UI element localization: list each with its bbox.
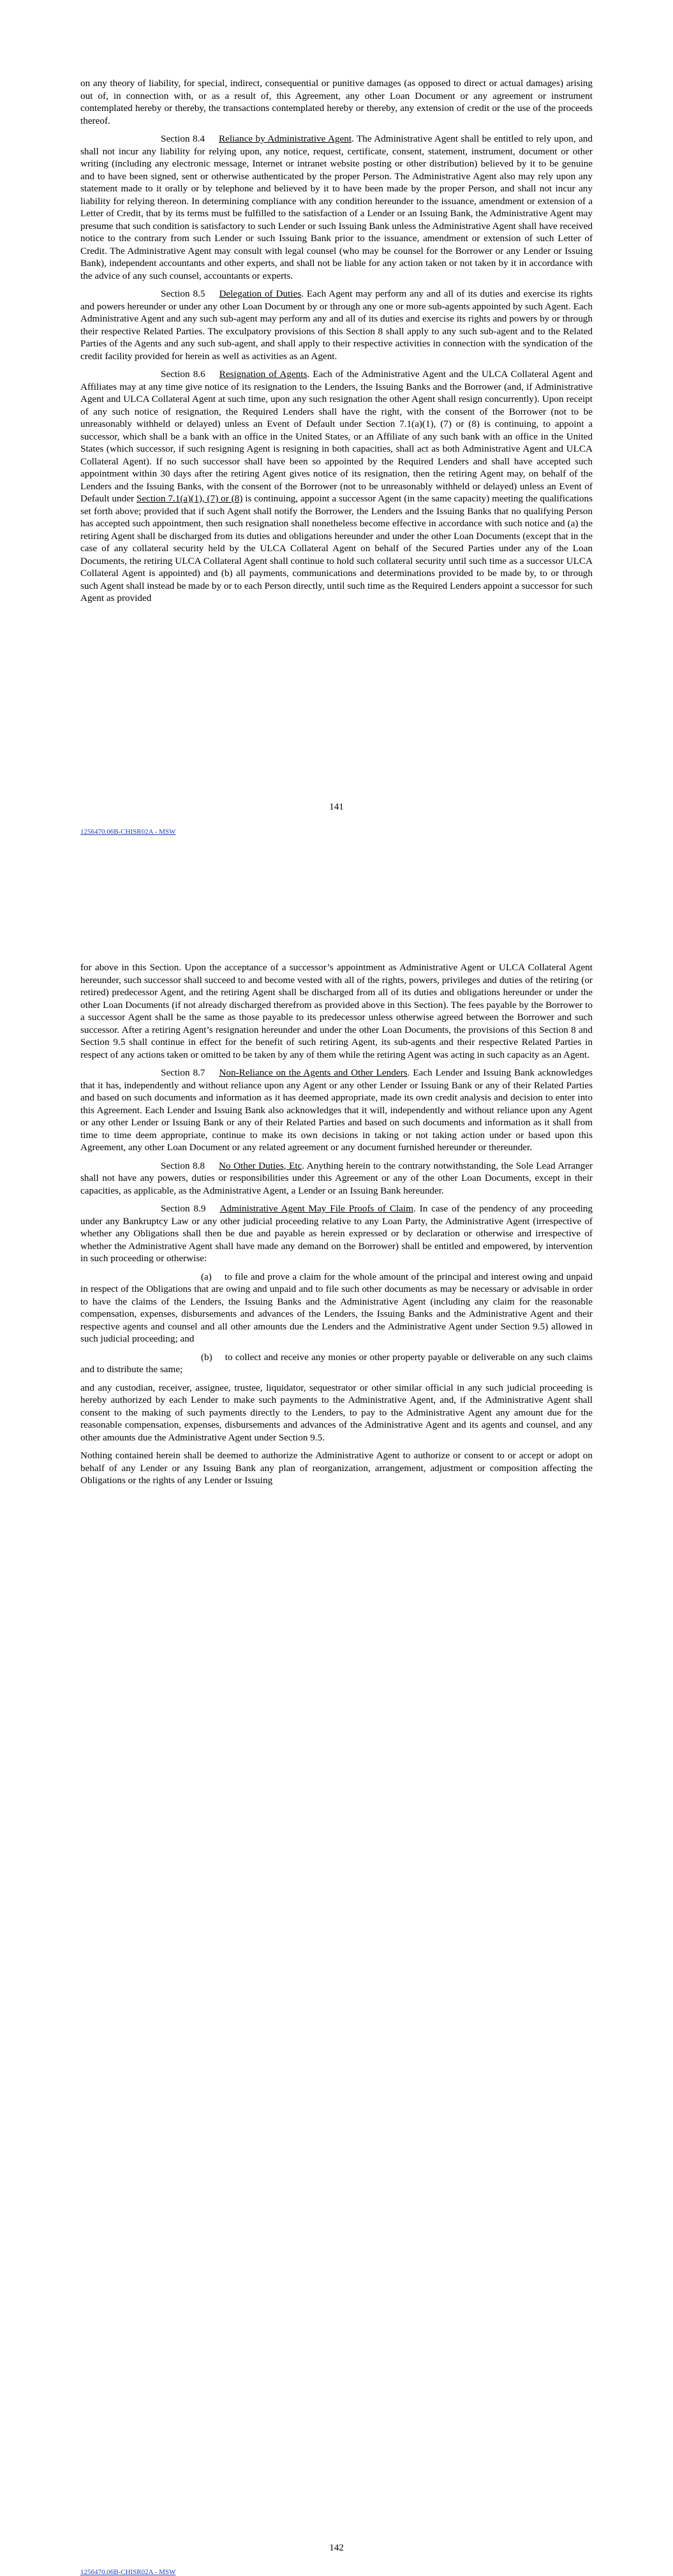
section-number: Section 8.8 bbox=[161, 1160, 205, 1171]
section-text: . Each Lender and Issuing Bank acknowledges that it has, independently and without reliance upon any Agent or any other Lender or Issuing Bank or any of their Related Parties and based on such documents and information as it has deemed appropriate, made its own credit analysis and decision to enter into this Agreement. Each Lender and Issuing Bank also acknowledges that it will, independently and without reliance upon any Agent or any other Lender or Issuing Bank or any of their Related Parties and based on such documents and information as it shall from time to time deem appropriate, continue to make its own decisions in taking or not taking action under or based upon this Agreement, any other Loan Document or any related agreement or any document furnished hereunder or thereunder. bbox=[80, 1067, 593, 1153]
clause-text: to collect and receive any monies or other property payable or deliverable on any such claims and to distribute the same; bbox=[80, 1351, 593, 1375]
clause-b bbox=[80, 1351, 593, 1376]
section-8-8 bbox=[80, 1160, 593, 1197]
nothing-contained-paragraph: Nothing contained herein shall be deemed to authorize the Administrative Agent to authorize or consent to or accept or adopt on behalf of any Lender or any Issuing Bank any plan of reorganization, arrangement, adjustment or composition affecting the Obligations or the rights of any Lender or Issuing bbox=[80, 1450, 593, 1486]
section-text: is continuing, appoint a successor Agent (in the same capacity) meeting the qualifications set forth above; provided that if such Agent shall notify the Borrower, the Lenders and the Issuing Banks that no qualifying Person has accepted such appointment, then such resignation shall nonetheless become effective in accordance with such notice and (a) the retiring Agent shall be discharged from its duties and obligations hereunder and under the other Loan Documents (except that in the case of any collateral security held by the ULCA Collateral Agent on behalf of the Secured Parties under any of the Loan Documents, the retiring ULCA Collateral Agent shall continue to hold such collateral security until such time as a successor ULCA Collateral Agent is appointed) and (b) all payments, communications and determinations provided to be made by, to or through such Agent shall instead be made by or to each Person directly, until such time as the Required Lenders appoint a successor for such Agent as provided bbox=[80, 493, 593, 603]
section-text: . Anything herein to the contrary notwithstanding, the Sole Lead Arranger shall not have any powers, duties or responsibilities under this Agreement or any of the other Loan Documents, except in their capacities, as applicable, as the Administrative Agent, a Lender or an Issuing Bank hereunder. bbox=[80, 1160, 593, 1196]
section-number: Section 8.5 bbox=[161, 288, 205, 299]
clause-text: to file and prove a claim for the whole amount of the principal and interest owing and unpaid in respect of the Obligations that are owing and unpaid and to file such other documents as may be necessary or advisable in order to have the claims of the Lenders, the Issuing Banks and the Administrative Agent (including any claim for the reasonable compensation, expenses, disbursements and advances of the Lenders, the Issuing Banks and the Administrative Agent and their respective agents and counsel and all other amounts due the Lenders and the Administrative Agent under Section 9.5) allowed in such judicial proceeding; and bbox=[80, 1271, 593, 1344]
section-8-7 bbox=[80, 1067, 593, 1154]
clause-label: (b) bbox=[201, 1351, 212, 1363]
page-number: 141 bbox=[329, 801, 344, 812]
page-142 bbox=[0, 871, 673, 2576]
section-heading: Administrative Agent May File Proofs of Claim bbox=[219, 1203, 413, 1214]
section-text: . The Administrative Agent shall be entitled to rely upon, and shall not incur any liability for relying upon, any notice, request, certificate, consent, statement, instrument, document or other writing (including any electronic message, Internet or intranet website posting or other distribution) believed by it to be genuine and to have been signed, sent or otherwise authenticated by the proper Person. The Administrative Agent also may rely upon any statement made to it orally or by telephone and believed by it to have been made by the proper Person, and shall not incur any liability for relying thereon. In determining compliance with any condition hereunder to the issuance, amendment or extension of a Letter of Credit, that by its terms must be fulfilled to the satisfaction of a Lender or an Issuing Bank, the Administrative Agent may presume that such condition is satisfactory to such Lender or such Issuing Bank unless the Administrative Agent shall have received notice to the contrary from such Lender or such Issuing Bank prior to the issuance, amendment or extension of such Letter of Credit. The Administrative Agent may consult with legal counsel (who may be counsel for the Borrower or any Lender or Issuing Bank), independent accountants and other experts, and shall not be liable for any action taken or not taken by it in accordance with the advice of any such counsel, accountants or experts. bbox=[80, 133, 593, 281]
section-heading: Resignation of Agents bbox=[219, 369, 307, 380]
document-id-link[interactable]: 1256470.06B-CHISR02A - MSW bbox=[80, 828, 176, 836]
section-text: . Each of the Administrative Agent and the ULCA Collateral Agent and Affiliates may at any time give notice of its resignation to the Lenders, the Issuing Banks and the Borrower (and, if Administrative Agent and ULCA Collateral Agent at such time, upon any such resignation the other Agent shall resign concurrently). Upon receipt of any such notice of resignation, the Required Lenders shall have the right, with the consent of the Borrower (not to be unreasonably withheld or delayed) unless an Event of Default under Section 7.1(a)(1), (7) or (8) is continuing, to appoint a successor, which shall be a bank with an office in the United States, or an Affiliate of any such bank with an office in the United States (which successor, if such resigning Agent is resigning in both capacities, shall act as both Administrative Agent and ULCA Collateral Agent). If no such successor shall have been so appointed by the Required Lenders and shall have accepted such appointment within 30 days after the retiring Agent gives notice of its resignation, then the retiring Agent may, on behalf of the Lenders and the Issuing Banks, with the consent of the Borrower (not to be unreasonably withheld or delayed) unless an Event of Default under bbox=[80, 369, 593, 504]
custodian-paragraph: and any custodian, receiver, assignee, trustee, liquidator, sequestrator or other similar official in any such judicial proceeding is hereby authorized by each Lender to make such payments to the Administrative Agent, and, if the Administrative Agent shall consent to the making of such payments directly to the Lenders, to pay to the Administrative Agent any amount due for the reasonable compensation, expenses, disbursements and advances of the Administrative Agent and its agents and counsel, and any other amounts due the Administrative Agent under Section 9.5. bbox=[80, 1382, 593, 1443]
clause-a bbox=[80, 1271, 593, 1345]
clause-label: (a) bbox=[201, 1271, 212, 1282]
section-text: . In case of the pendency of any proceeding under any Bankruptcy Law or any other judicial proceeding relative to any Loan Party, the Administrative Agent (irrespective of whether any Obligations shall then be due and payable as herein expressed or by declaration or otherwise and irrespective of whether the Administrative Agent shall have made any demand on the Borrower) shall be entitled and empowered, by intervention in such proceeding or otherwise: bbox=[80, 1203, 593, 1264]
page-body bbox=[80, 77, 593, 611]
section-heading: Reliance by Administrative Agent bbox=[218, 133, 352, 144]
section-reference: Section 7.1(a)(1), (7) or (8) bbox=[136, 493, 243, 504]
continuation-paragraph: for above in this Section. Upon the acceptance of a successor’s appointment as Administrative Agent or ULCA Collateral Agent hereunder, such successor shall succeed to and become vested with all of the rights, powers, privileges and duties of the retiring (or retired) predecessor Agent, and the retiring Agent shall be discharged from all of its duties and obligations hereunder or under the other Loan Documents (if not already discharged therefrom as provided above in this Section). The fees payable by the Borrower to a successor Agent shall be the same as those payable to its predecessor unless otherwise agreed between the Borrower and such successor. After a retiring Agent’s resignation hereunder and under the other Loan Documents, the provisions of this Section 8 and Section 9.5 shall continue in effect for the benefit of such retiring Agent, its sub-agents and their respective Related Parties in respect of any actions taken or omitted to be taken by any of them while the retiring Agent was acting in such capacity as an Agent. bbox=[80, 962, 593, 1060]
continuation-paragraph: on any theory of liability, for special, indirect, consequential or punitive damages (as opposed to direct or actual damages) arising out of, in connection with, or as a result of, this Agreement, any other Loan Document or any agreement or instrument contemplated hereby or thereby, the transactions contemplated hereby or thereby, any extension of credit or the use of the proceeds thereof. bbox=[80, 78, 593, 126]
section-heading: Delegation of Duties bbox=[219, 288, 302, 299]
page-body bbox=[80, 961, 593, 1493]
section-heading: Non-Reliance on the Agents and Other Lenders bbox=[219, 1067, 408, 1078]
section-number: Section 8.7 bbox=[161, 1067, 205, 1078]
page-141 bbox=[0, 0, 673, 871]
section-8-5 bbox=[80, 288, 593, 362]
section-text: . Each Agent may perform any and all of its duties and exercise its rights and powers hereunder or under any other Loan Document by or through any one or more sub-agents appointed by such Agent. Each Administrative Agent and any such sub-agent may perform any and all of its duties and exercise its rights and powers by or through their respective Related Parties. The exculpatory provisions of this Section 8 shall apply to any such sub-agent and to the Related Parties of the Agents and any such sub-agent, and shall apply to their respective activities in connection with the syndication of the credit facility provided for herein as well as activities as an Agent. bbox=[80, 288, 593, 362]
page-number: 142 bbox=[329, 2542, 344, 2553]
section-8-9 bbox=[80, 1203, 593, 1265]
section-heading: No Other Duties, Etc bbox=[219, 1160, 302, 1171]
section-number: Section 8.6 bbox=[161, 369, 205, 380]
section-number: Section 8.9 bbox=[161, 1203, 206, 1214]
section-8-6 bbox=[80, 368, 593, 605]
document-id-link[interactable]: 1256470.06B-CHISR02A - MSW bbox=[80, 2568, 176, 2576]
section-8-4 bbox=[80, 133, 593, 282]
section-number: Section 8.4 bbox=[161, 133, 205, 144]
